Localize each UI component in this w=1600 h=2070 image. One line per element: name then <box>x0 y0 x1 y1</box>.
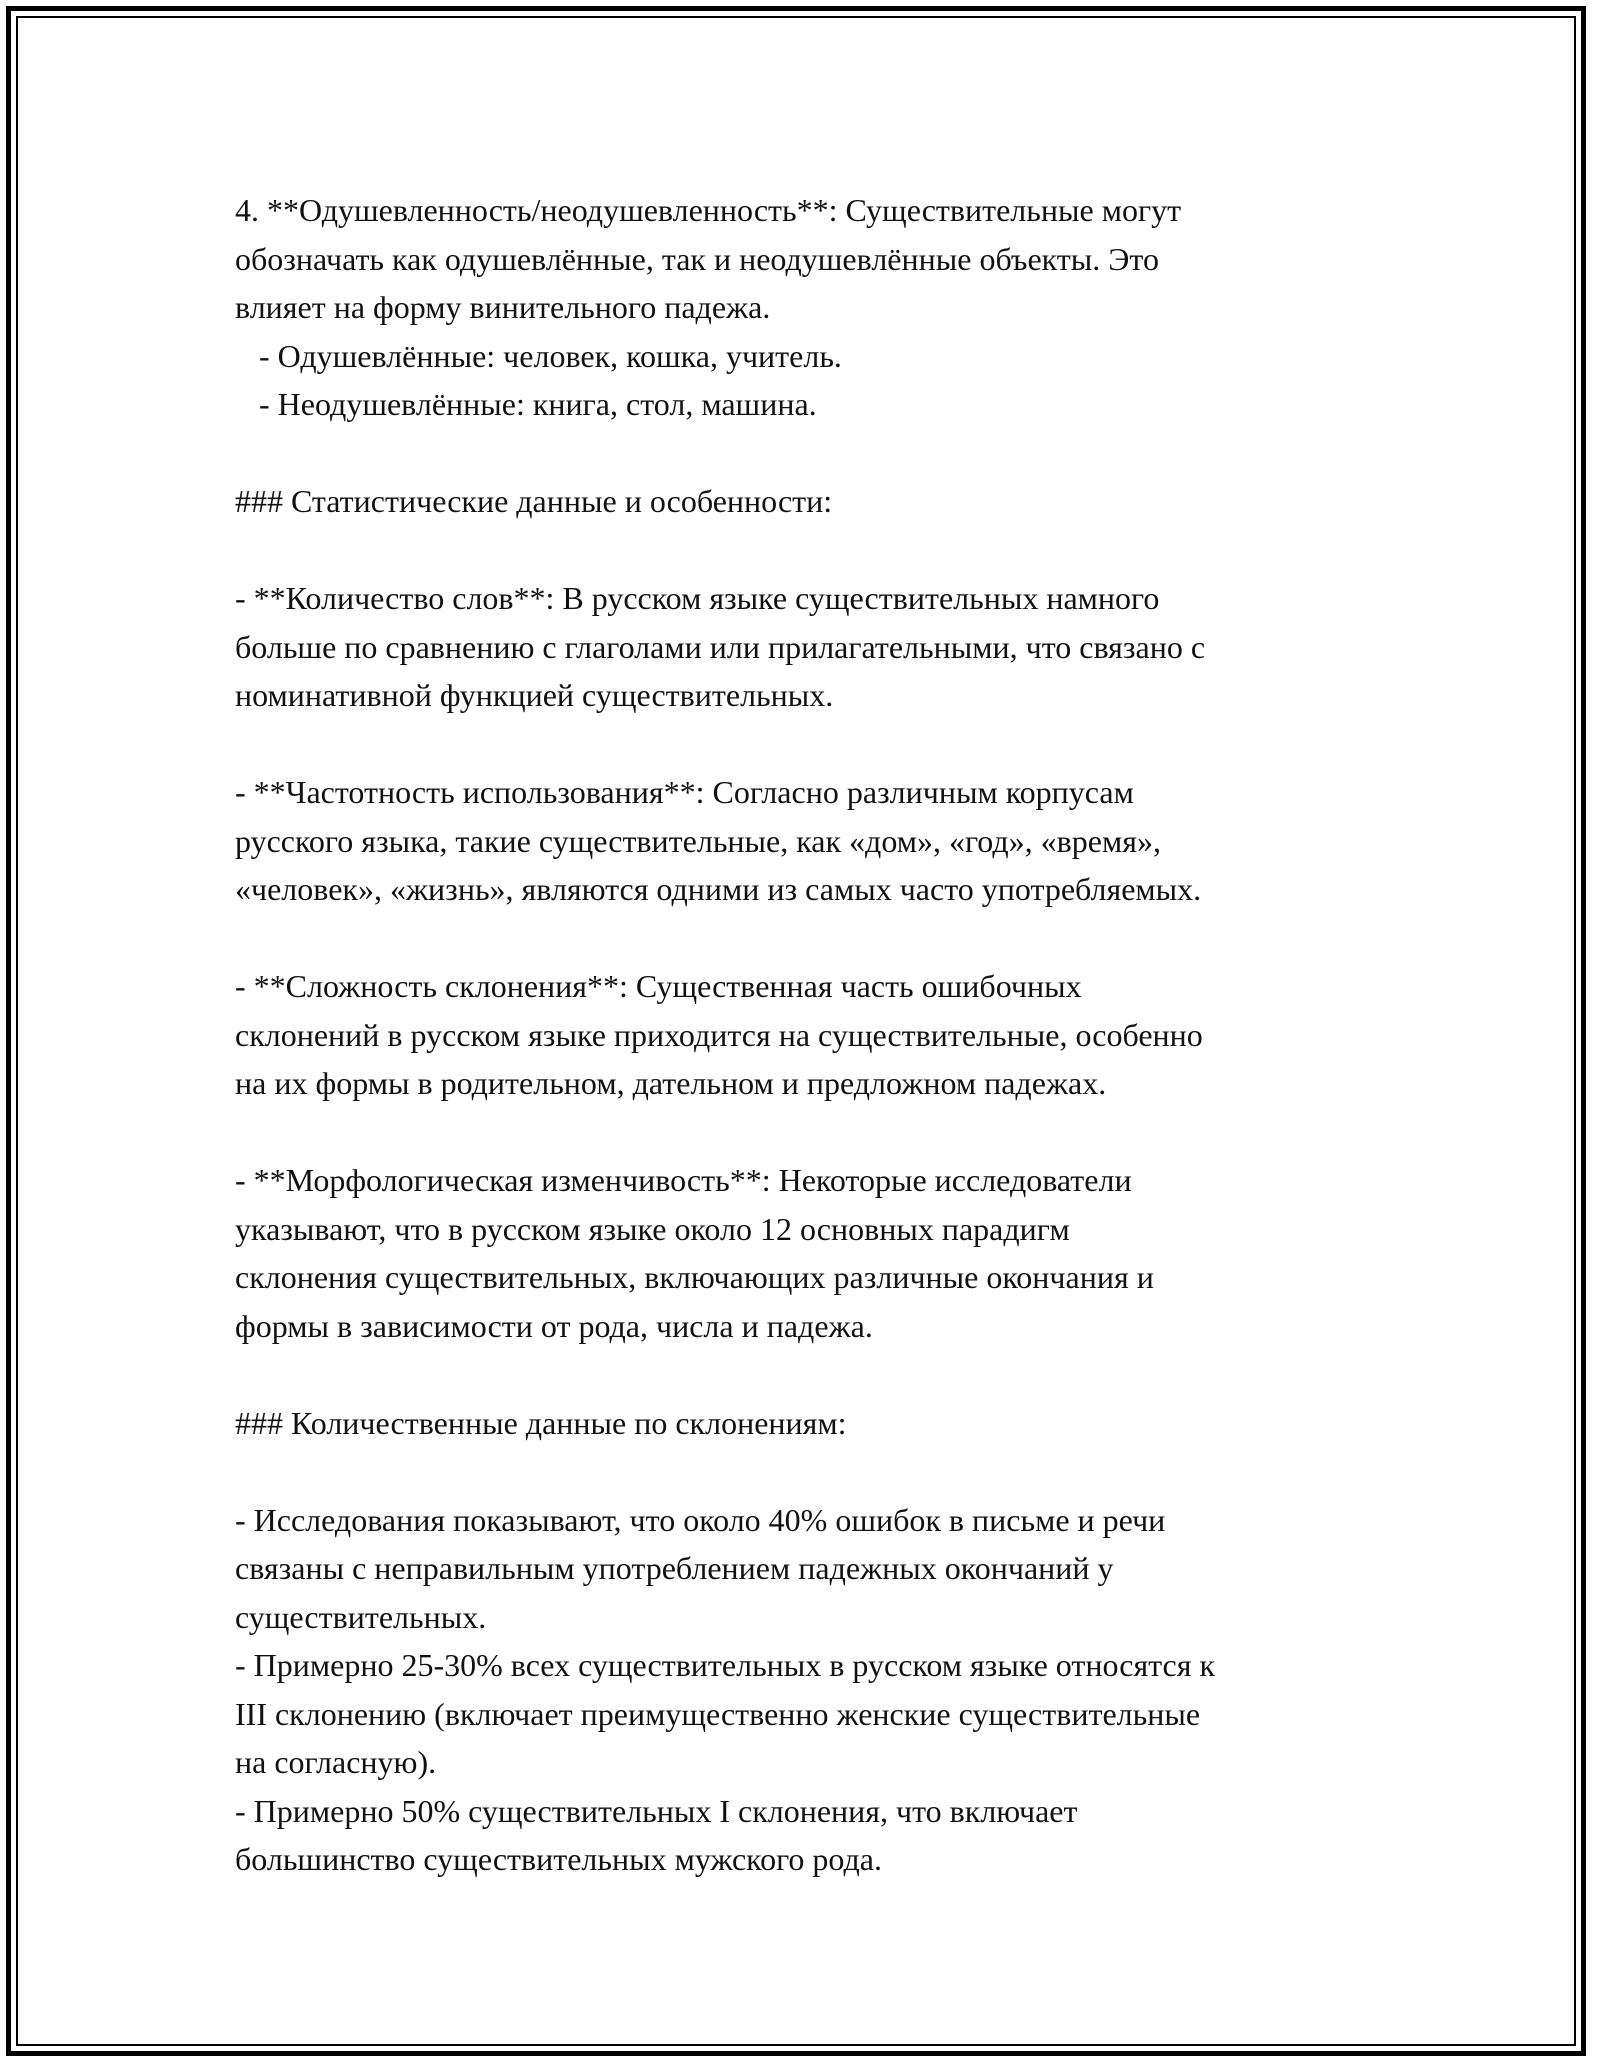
list-item-line: - **Морфологическая изменчивость**: Некоторые исследователи <box>235 1162 1132 1198</box>
section-heading: ### Количественные данные по склонениям: <box>235 1404 847 1441</box>
text-line: русского языка, такие существительные, как «дом», «год», «время», <box>235 822 1161 859</box>
text-line: склонений в русском языке приходится на существительные, особенно <box>235 1016 1203 1053</box>
list-item-line: - Неодушевлённые: книга, стол, машина. <box>235 386 817 422</box>
blank-line <box>235 526 1395 575</box>
blank-line <box>235 914 1395 963</box>
text-line: на их формы в родительном, дательном и предложном падежах. <box>235 1065 1107 1101</box>
section-heading: ### Статистические данные и особенности: <box>235 483 833 519</box>
text-line: «человек», «жизнь», являются одними из самых часто употребляемых. <box>235 871 1202 907</box>
text-line: III склонению (включает преимущественно женские существительные <box>235 1695 1201 1732</box>
text-line: обозначать как одушевлённые, так и неодушевлённые объекты. Это <box>235 240 1159 277</box>
text-line: на согласную). <box>235 1744 437 1780</box>
text-line: формы в зависимости от рода, числа и падежа. <box>235 1307 873 1344</box>
list-item-line: - **Количество слов**: В русском языке существительных намного <box>235 580 1160 616</box>
blank-line <box>235 720 1395 769</box>
list-item-line: - Исследования показывают, что около 40% ошибок в письме и речи <box>235 1501 1166 1538</box>
blank-line <box>235 1350 1395 1399</box>
list-item-line: - Примерно 50% существительных I склонения, что включает <box>235 1792 1078 1829</box>
text-line: указывают, что в русском языке около 12 основных парадигм <box>235 1210 1070 1247</box>
list-item-line: - Одушевлённые: человек, кошка, учитель. <box>235 337 842 374</box>
text-line: 4. **Одушевленность/неодушевленность**: Существительные могут <box>235 192 1182 228</box>
text-line: склонения существительных, включающих различные окончания и <box>235 1259 1154 1295</box>
text-line: большинство существительных мужского рода. <box>235 1841 882 1877</box>
list-item-line: - Примерно 25-30% всех существительных в русском языке относятся к <box>235 1647 1216 1683</box>
blank-line <box>235 1447 1395 1496</box>
text-line: номинативной функцией существительных. <box>235 677 834 713</box>
document-body <box>235 186 1395 1884</box>
text-line: больше по сравнению с глаголами или прилагательными, что связано с <box>235 628 1206 665</box>
list-item-line: - **Сложность склонения**: Существенная часть ошибочных <box>235 968 1082 1004</box>
list-item-line: - **Частотность использования**: Согласно различным корпусам <box>235 774 1134 810</box>
text-line: связаны с неправильным употреблением падежных окончаний у <box>235 1550 1114 1586</box>
text-line: существительных. <box>235 1598 487 1635</box>
blank-line <box>235 429 1395 478</box>
blank-line <box>235 1108 1395 1157</box>
text-line: влияет на форму винительного падежа. <box>235 289 771 325</box>
